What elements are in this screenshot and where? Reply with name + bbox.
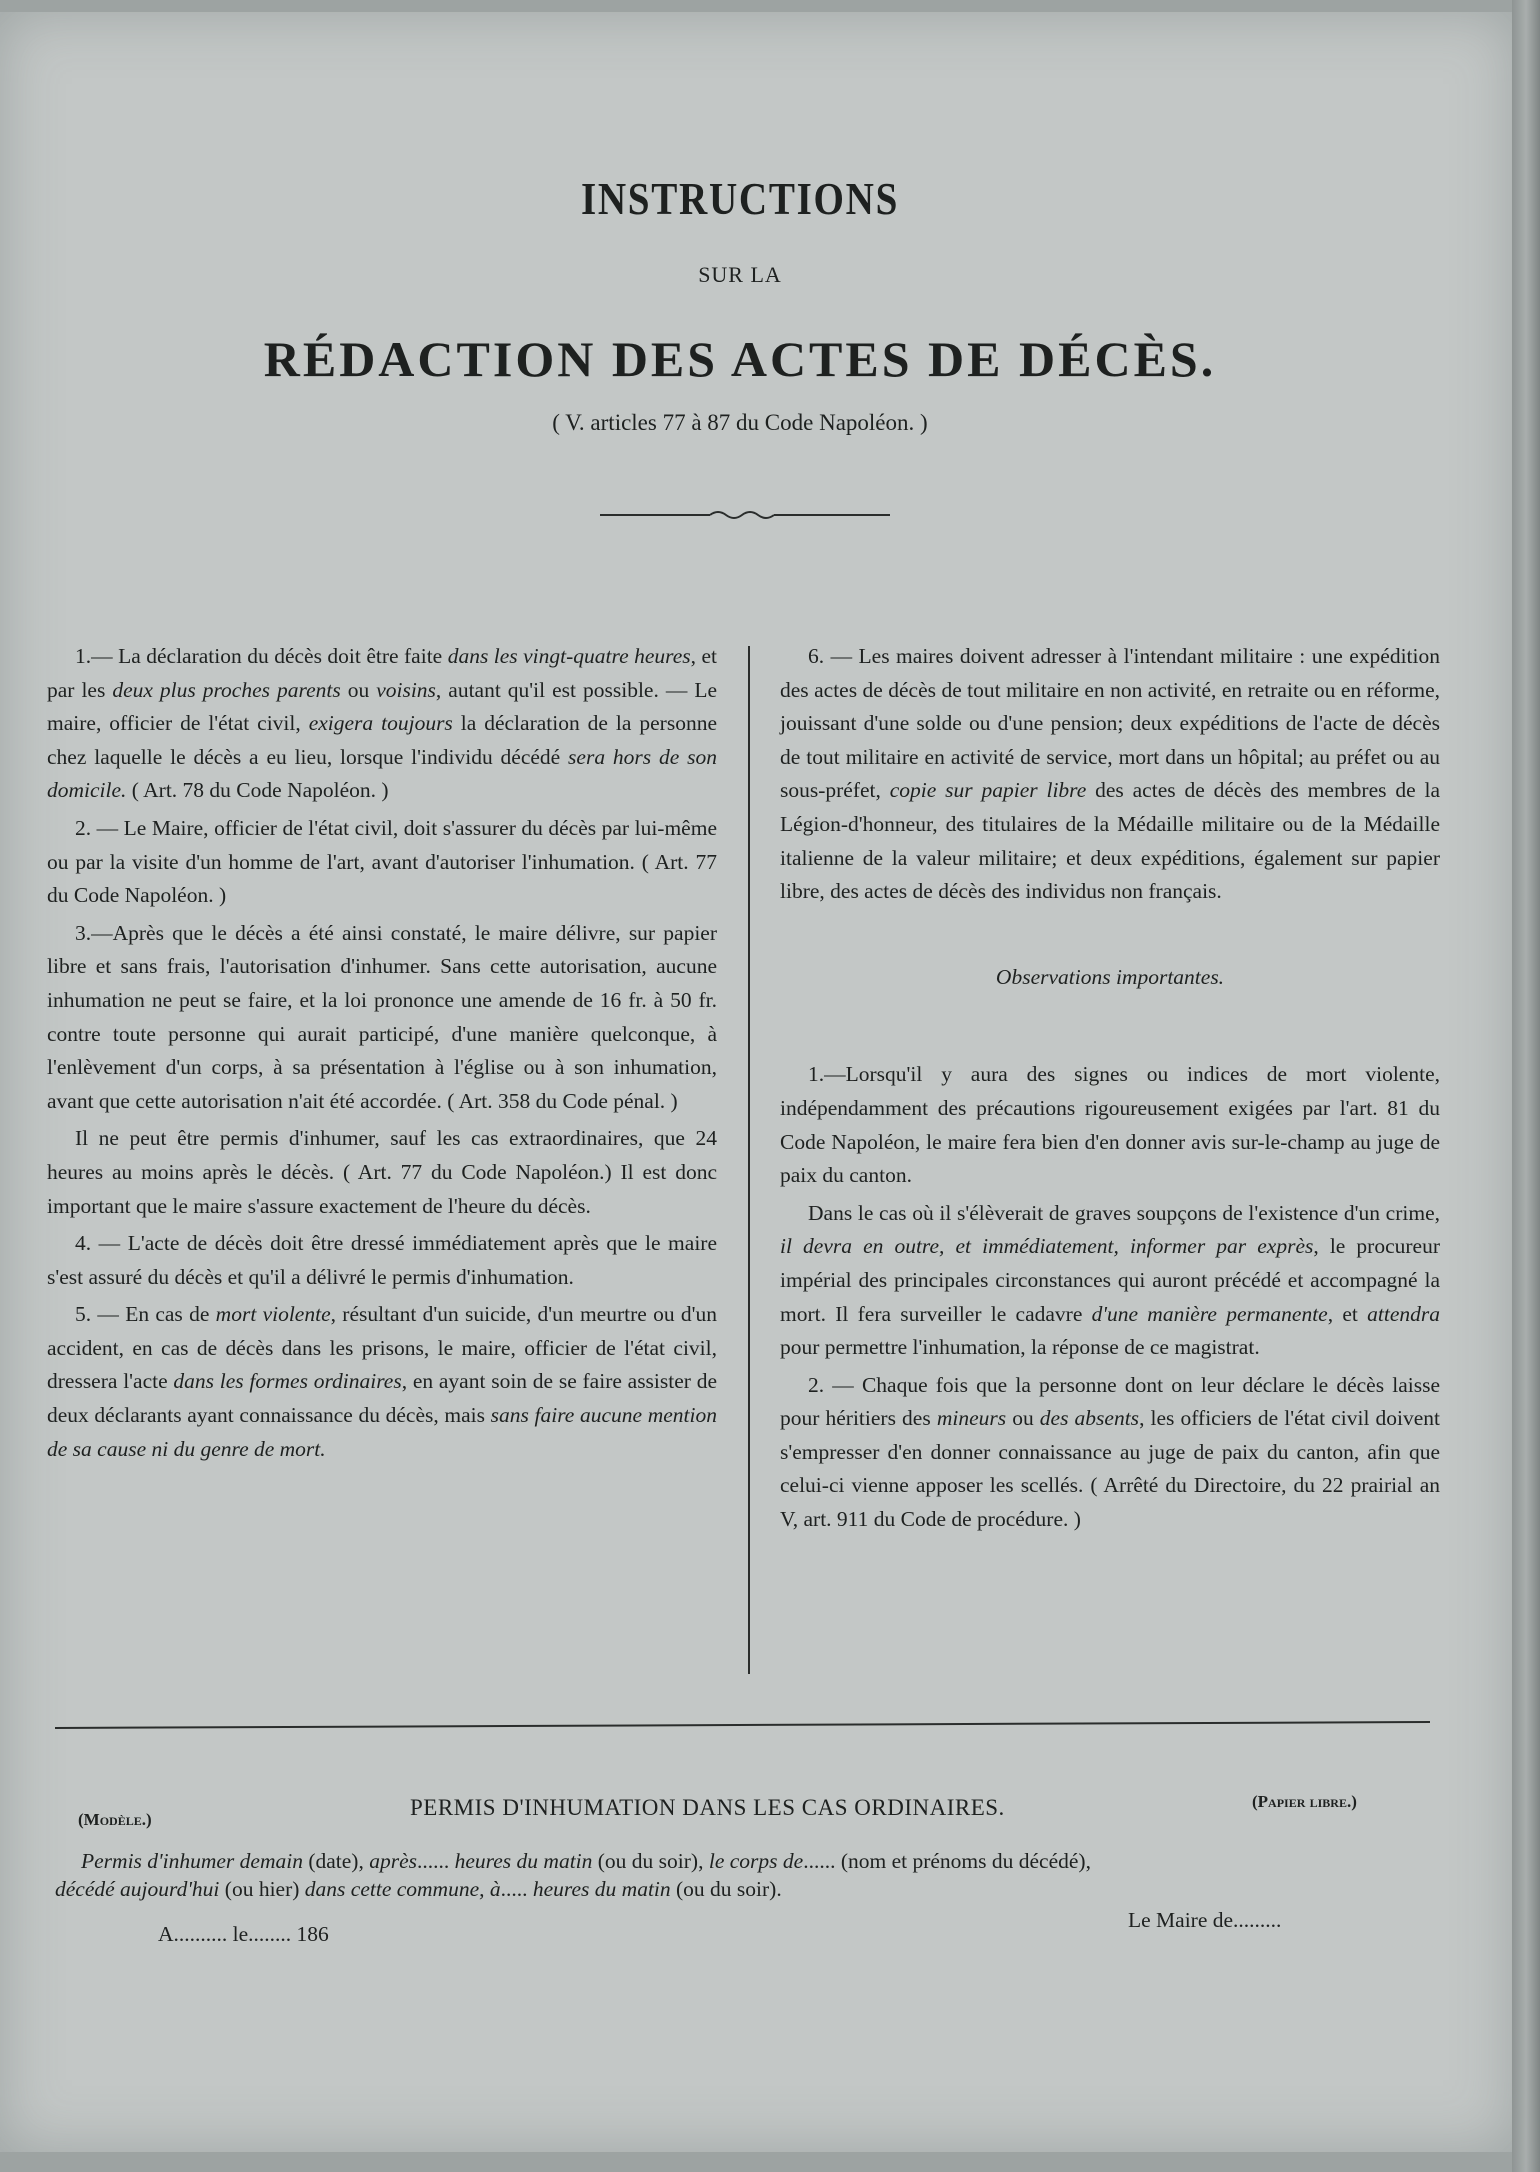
text: la déclaration de la personne chez laquelle le décès a eu lieu, lorsque l'individu décédé <box>47 711 717 769</box>
text: ...... (nom et prénoms du décédé), <box>803 1849 1091 1873</box>
italic-text: heures du matin <box>532 1877 671 1901</box>
italic-text: voisins <box>376 677 436 702</box>
text: 5. — En cas de <box>75 1302 216 1327</box>
text: , en ayant soin de se faire assister de deux déclarants ayant connaissance du décès, mais <box>47 1369 717 1428</box>
italic-text: attendra <box>1367 1301 1440 1326</box>
document-page <box>0 12 1515 2152</box>
text: pour permettre l'inhumation, la réponse de ce magistrat. <box>780 1335 1260 1360</box>
text: , et <box>1327 1301 1368 1326</box>
main-title: RÉDACTION DES ACTES DE DÉCÈS. <box>263 331 1217 387</box>
model-text <box>55 1847 1435 1903</box>
italic-text: il devra en outre, et immédiatement, informer par exprès <box>780 1234 1314 1259</box>
text: , le procureur impérial des principales circonstances qui auront précédé et accompagné la mort. Il fera surveiller le cadavre <box>780 1234 1440 1326</box>
italic-text: dans les vingt-quatre heures <box>447 644 691 668</box>
italic-text: dans les formes ordinaires <box>173 1369 402 1394</box>
model-line <box>55 1847 1435 1875</box>
text: Il ne peut être permis d'inhumer, sauf les cas extraordinaires, que 24 heures au moins après le décès. ( Art. 77 du Code Napoléon.) Il est donc important que le maire s'assure exactement de l'heure du décès. <box>47 1126 717 1218</box>
paragraph <box>47 1298 717 1466</box>
paragraph <box>47 1122 717 1223</box>
observation-paragraph <box>780 1058 1440 1192</box>
title: INSTRUCTIONS <box>580 173 900 224</box>
observation-paragraph <box>780 1197 1440 1365</box>
text: , résultant d'un suicide, d'un meurtre ou d'un accident, en cas de décès dans les prisons, le maire, officier de l'état civil, dressera l'acte <box>47 1302 717 1394</box>
subtitle: SUR LA <box>698 262 782 287</box>
right-column <box>780 640 1440 1541</box>
italic-text: des absents <box>1039 1406 1140 1431</box>
page-edge <box>1512 0 1540 2172</box>
text: , et par les <box>47 644 717 702</box>
text: (ou du soir), <box>592 1849 709 1873</box>
model-label: (Modèle.) <box>78 1810 152 1829</box>
text: 1.—Lorsqu'il y aura des signes ou indices de mort violente, indépendamment des précautions rigoureusement exigées par l'art. 81 du Code Napoléon, le maire fera bien d'en donner avis sur-le-champ au juge de paix du canton. <box>780 1062 1440 1188</box>
text: ...... <box>417 1849 455 1873</box>
horizontal-rule <box>55 1721 1430 1729</box>
italic-text: d'une manière permanente <box>1091 1301 1328 1326</box>
model-title: PERMIS D'INHUMATION DANS LES CAS ORDINAIRES. <box>410 1795 1005 1820</box>
italic-text: après <box>369 1849 418 1873</box>
left-column <box>47 640 717 1470</box>
italic-text: sera hors de son domicile. <box>47 744 717 803</box>
italic-text: heures du matin <box>454 1849 593 1873</box>
text: 4. — L'acte de décès doit être dressé immédiatement après que le maire s'est assuré du décès et qu'il a délivré le permis d'inhumation. <box>47 1231 717 1289</box>
observation-paragraph <box>780 1369 1440 1537</box>
text: ou <box>1006 1406 1040 1431</box>
text: 6. — Les maires doivent adresser à l'intendant militaire : une expédition des actes de décès de tout militaire en non activité, en retraite ou en réforme, jouissant d'une solde ou d'une pension; deux expéditions de l'acte de décès de tout militaire en activité de service, mort dans un hôpital; au préfet ou au sous-préfet, <box>780 644 1440 803</box>
italic-text: deux plus proches parents <box>112 677 341 702</box>
model-paper-note: (Papier libre.) <box>1252 1792 1357 1811</box>
text: 3.—Après que le décès a été ainsi constaté, le maire délivre, sur papier libre et sans frais, l'autorisation d'inhumer. Sans cette autorisation, aucune inhumation ne peut se faire, et la loi prononce une amende de 16 fr. à 50 fr. contre toute personne qui aurait participé, d'une manière quelconque, à l'enlèvement d'un corps, à sa présentation à l'église ou à son inhumation, avant que cette autorisation n'ait été accordée. ( Art. 358 du Code pénal. ) <box>47 920 717 1113</box>
text: ..... <box>500 1877 533 1901</box>
reference: ( V. articles 77 à 87 du Code Napoléon. ) <box>552 410 928 435</box>
italic-text: exigera toujours <box>308 711 453 736</box>
text: 1.— La déclaration du décès doit être faite <box>75 644 448 668</box>
ornament-divider-icon <box>600 508 890 522</box>
model-maire-line: Le Maire de......... <box>1128 1908 1282 1932</box>
italic-text: le corps de <box>708 1849 804 1873</box>
text: ou <box>340 677 377 702</box>
text: 2. — Chaque fois que la personne dont on leur déclare le décès laisse pour héritiers des <box>780 1372 1440 1431</box>
italic-text: mort violente <box>215 1302 331 1327</box>
text: 2. — Le Maire, officier de l'état civil, doit s'assurer du décès par lui-même ou par la visite d'un homme de l'art, avant d'autoriser l'inhumation. ( Art. 77 du Code Napoléon. ) <box>47 815 717 908</box>
italic-text: décédé aujourd'hui <box>55 1877 220 1901</box>
paragraph <box>47 640 717 808</box>
italic-text: copie sur papier libre <box>889 778 1087 803</box>
text: (ou du soir). <box>670 1877 782 1901</box>
italic-text: mineurs <box>936 1406 1007 1431</box>
italic-text: Permis d'inhumer demain <box>81 1849 303 1873</box>
column-divider <box>748 646 750 1674</box>
text: (ou hier) <box>219 1877 305 1901</box>
italic-text: dans cette commune, à <box>304 1877 501 1901</box>
paragraph <box>47 917 717 1119</box>
text: ( Art. 78 du Code Napoléon. ) <box>126 778 389 803</box>
text: Dans le cas où il s'élèverait de graves soupçons de l'existence d'un crime, <box>808 1200 1440 1225</box>
italic-text: sans faire aucune mention de sa cause ni du genre de mort. <box>47 1403 717 1461</box>
observations-heading: Observations importantes. <box>995 964 1225 989</box>
model-line <box>55 1875 1435 1903</box>
model-date-line: A.......... le........ 186 <box>158 1922 329 1946</box>
paragraph <box>47 812 717 913</box>
paragraph <box>780 640 1440 909</box>
text: , autant qu'il est possible. — Le maire, officier de l'état civil, <box>47 677 717 736</box>
paragraph <box>47 1227 717 1294</box>
text: (date), <box>302 1849 370 1873</box>
text: des actes de décès des membres de la Légion-d'honneur, des titulaires de la Médaille militaire ou de la Médaille italienne de la valeur militaire; et deux expéditions, également sur papier libre, des actes de décès des individus non français. <box>780 778 1440 904</box>
text: , les officiers de l'état civil doivent s'empresser d'en donner connaissance au juge de paix du canton, afin que celui-ci vienne apposer les scellés. ( Arrêté du Directoire, du 22 prairial an V, art. 911 du Code de procédure. ) <box>780 1406 1441 1532</box>
